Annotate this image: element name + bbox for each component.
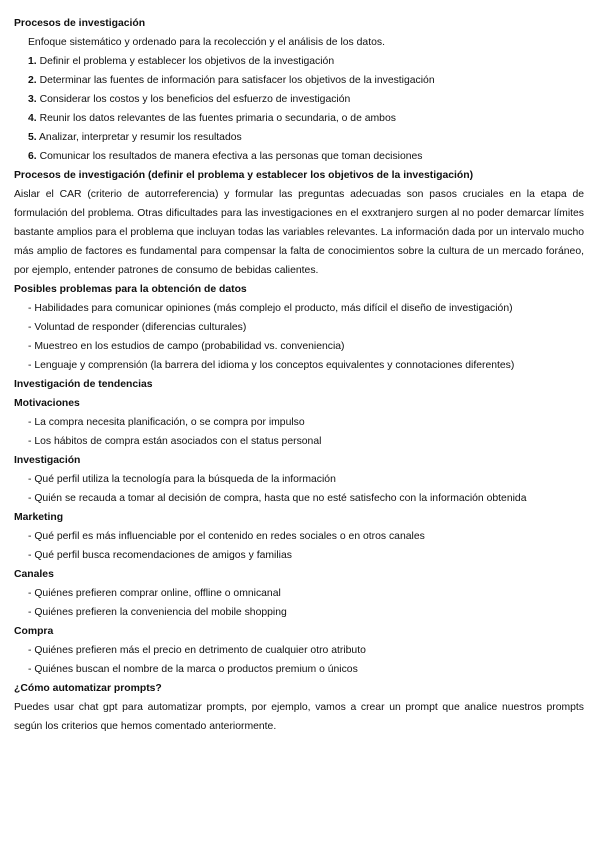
list-item: 4. Reunir los datos relevantes de las fuentes primaria o secundaria, o de ambos	[28, 113, 396, 124]
list-item: - Quiénes buscan el nombre de la marca o productos premium o únicos	[28, 664, 358, 675]
list-item: - Qué perfil busca recomendaciones de amigos y familias	[28, 550, 292, 561]
paragraph-prompts: Puedes usar chat gpt para automatizar prompts, por ejemplo, vamos a crear un prompt que analice nuestros prompts según los criterios que hemos comentado anteriormente.	[14, 702, 584, 732]
steps-list	[14, 52, 584, 166]
compra-list	[14, 641, 584, 679]
heading-motivaciones: Motivaciones	[14, 398, 80, 409]
list-item: - Lenguaje y comprensión (la barrera del idioma y los conceptos equivalentes y connotaciones diferentes)	[28, 360, 515, 371]
marketing-list	[14, 527, 584, 565]
motivaciones-list	[14, 413, 584, 451]
list-item: - Habilidades para comunicar opiniones (más complejo el producto, más difícil el diseño de investigación)	[28, 303, 513, 314]
list-item: - Voluntad de responder (diferencias culturales)	[28, 322, 247, 333]
heading-canales: Canales	[14, 569, 54, 580]
heading-marketing: Marketing	[14, 512, 64, 523]
list-item: - Quién se recauda a tomar al decisión de compra, hasta que no esté satisfecho con la información obtenida	[28, 493, 527, 504]
heading-compra: Compra	[14, 626, 54, 637]
canales-list	[14, 584, 584, 622]
heading-automatizar-prompts: ¿Cómo automatizar prompts?	[14, 683, 162, 694]
intro-text: Enfoque sistemático y ordenado para la recolección y el análisis de los datos.	[28, 37, 385, 48]
heading-posibles-problemas: Posibles problemas para la obtención de datos	[14, 284, 247, 295]
heading-procesos-investigacion: Procesos de investigación	[14, 18, 146, 29]
list-item: 3. Considerar los costos y los beneficios del esfuerzo de investigación	[28, 94, 351, 105]
list-item: - La compra necesita planificación, o se compra por impulso	[28, 417, 305, 428]
paragraph-car: Aislar el CAR (criterio de autorreferencia) y formular las preguntas adecuadas son pasos cruciales en la etapa de formulación del problema. Otras dificultades para las investigaciones en el exxtranjero surgen al no poder demarcar límites bastante amplios para el problema que incluyan todas las variables relevantes. La información dada por un intervalo mucho más amplio de factores es fundamental para compensar la falta de conocimientos sobre la cultura de un mercado foráneo, por ejemplo, entender patrones de consumo de bebidas calientes.	[14, 189, 584, 276]
list-item: - Muestreo en los estudios de campo (probabilidad vs. conveniencia)	[28, 341, 345, 352]
heading-definir-problema: Procesos de investigación (definir el problema y establecer los objetivos de la investigación)	[14, 170, 474, 181]
list-item: 6. Comunicar los resultados de manera efectiva a las personas que toman decisiones	[28, 151, 423, 162]
list-item: - Qué perfil es más influenciable por el contenido en redes sociales o en otros canales	[28, 531, 425, 542]
problems-list	[14, 299, 584, 375]
list-item: - Los hábitos de compra están asociados con el status personal	[28, 436, 322, 447]
list-item: - Quiénes prefieren comprar online, offline o omnicanal	[28, 588, 281, 599]
list-item: 1. Definir el problema y establecer los objetivos de la investigación	[28, 56, 335, 67]
heading-investigacion: Investigación	[14, 455, 81, 466]
investigacion-list	[14, 470, 584, 508]
list-item: - Quiénes prefieren la conveniencia del mobile shopping	[28, 607, 287, 618]
list-item: - Qué perfil utiliza la tecnología para la búsqueda de la información	[28, 474, 336, 485]
heading-investigacion-tendencias: Investigación de tendencias	[14, 379, 153, 390]
list-item: 5. Analizar, interpretar y resumir los resultados	[28, 132, 242, 143]
list-item: - Quiénes prefieren más el precio en detrimento de cualquier otro atributo	[28, 645, 366, 656]
list-item: 2. Determinar las fuentes de información para satisfacer los objetivos de la investigación	[28, 75, 435, 86]
